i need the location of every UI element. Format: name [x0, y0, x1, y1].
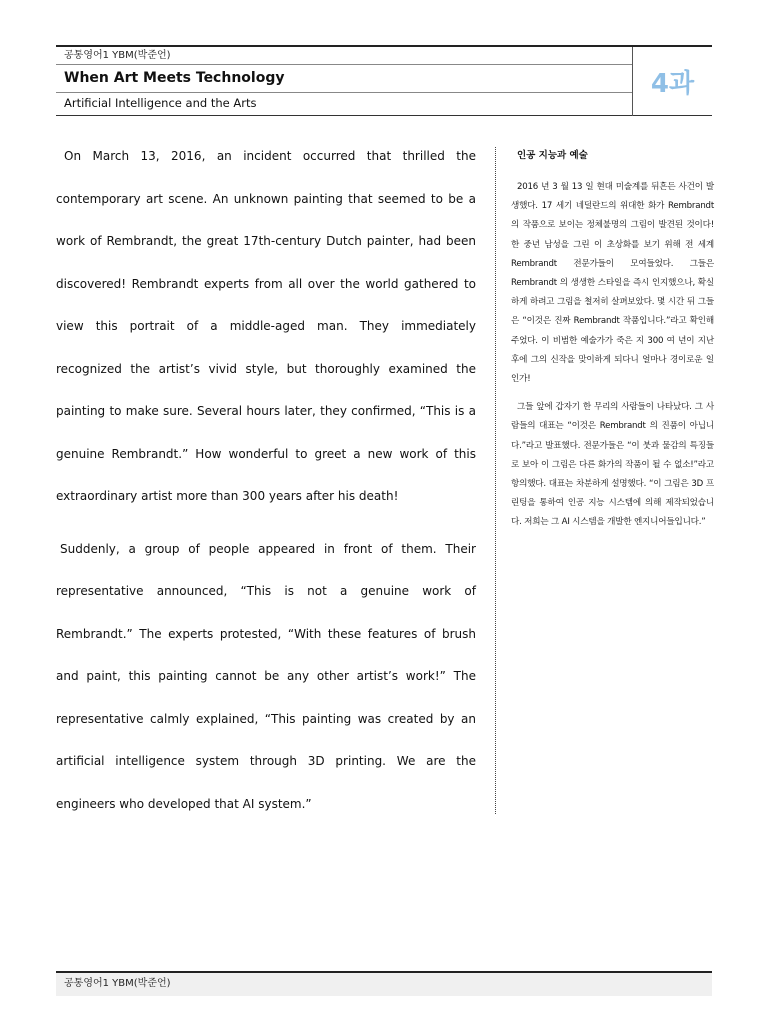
footer-course-label: 공통영어1 YBM(박준언)	[64, 978, 171, 989]
passage-paragraph: On March 13, 2016, an incident occurred that thrilled the contemporary art scene. An unknown painting that seemed to be a work of Rembrandt, the great 17th-century Dutch painter, had been discovered! Rembrandt experts from all over the world gathered to view this portrait of a middle-aged man. They immediately recognized the artist’s vivid style, but thoroughly examined the painting to make sure. Several hours later, they confirmed, “This is a genuine Rembrandt.” How wonderful to greet a new work of this extraordinary artist more than 300 years after his death!	[56, 149, 476, 503]
english-passage	[56, 135, 476, 825]
lesson-subtitle: Artificial Intelligence and the Arts	[64, 96, 257, 110]
lesson-title: When Art Meets Technology	[64, 70, 285, 86]
course-label: 공통영어1 YBM(박준언)	[64, 50, 171, 61]
translation-paragraph: 2016 년 3 월 13 일 현대 미술계를 뒤흔든 사건이 발생했다. 17 세기 네덜란드의 위대한 화가 Rembrandt 의 작품으로 보이는 정체불명의 그림이 발견된 것이다! 한 중년 남성을 그린 이 초상화를 보기 위해 전 세계 Rembrandt 전문가들이 모여들었다. 그들은 Rembrandt 의 생생한 스타일을 즉시 인지했으나, 확실하게 하려고 그림을 철저히 살펴보았다. 몇 시간 뒤 그들은 “이것은 진짜 Rembrandt 작품입니다.”라고 확인해 주었다. 이 비범한 예술가가 죽은 지 300 여 년이 지난 후에 그의 신작을 맞이하게 되다니 얼마나 경이로운 일인가!	[511, 182, 714, 385]
translation-title: 인공 지능과 예술	[517, 150, 588, 161]
header-divider	[56, 92, 632, 93]
korean-translation	[511, 148, 714, 533]
page-footer	[56, 971, 712, 996]
header-divider	[56, 64, 632, 65]
translation-paragraph: 그들 앞에 갑자기 한 무리의 사람들이 나타났다. 그 사람들의 대표는 “이것은 Rembrandt 의 진품이 아닙니다.”라고 발표했다. 전문가들은 “이 붓과 물감의 특징들로 보아 이 그림은 다른 화가의 작품이 될 수 없소!”라고 항의했다. 대표는 차분하게 설명했다. “이 그림은 3D 프린팅을 통하여 인공 지능 시스템에 의해 제작되었습니다. 저희는 그 AI 시스템을 개발한 엔지니어들입니다.”	[511, 402, 714, 528]
column-divider	[495, 147, 496, 814]
passage-paragraph: Suddenly, a group of people appeared in front of them. Their representative announced, “This is not a genuine work of Rembrandt.” The experts protested, “With these features of brush and paint, this painting cannot be any other artist’s work!” The representative calmly explained, “This painting was created by an artificial intelligence system through 3D printing. We are the engineers who developed that AI system.”	[56, 541, 476, 811]
lesson-number: 4과	[650, 69, 695, 99]
header-text-block	[56, 47, 633, 116]
page-header	[56, 45, 712, 116]
